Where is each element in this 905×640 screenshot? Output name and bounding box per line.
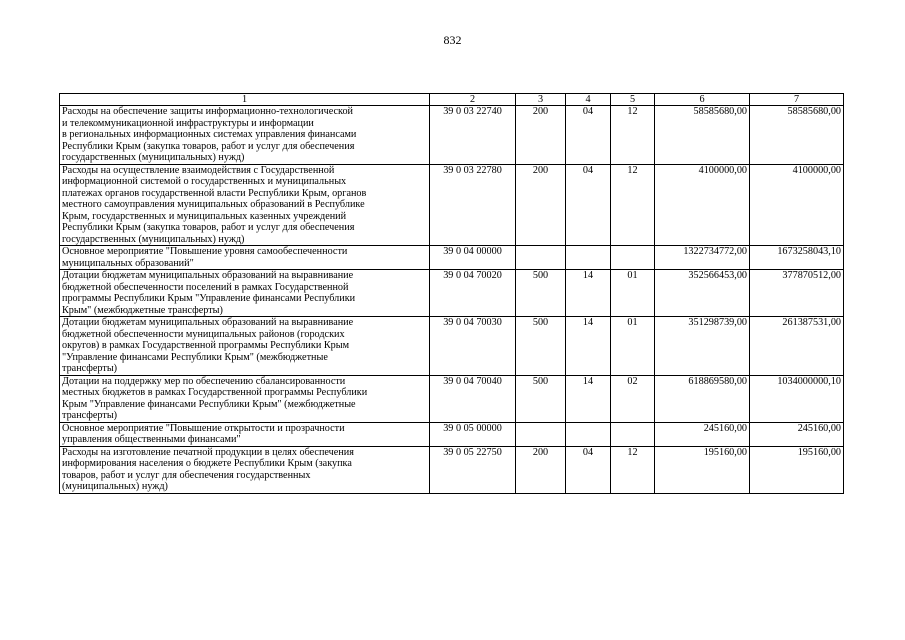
section-code: 04 [566,106,611,165]
amount-year-1: 351298739,00 [655,317,750,376]
row-description: Дотации на поддержку мер по обеспечению сбалансированности местных бюджетов в рамках Государственной программы Республики Крым "Управление финансами Республики Крым" (межбюджетные трансферты) [60,375,430,422]
table-row [60,246,844,270]
expense-type-code: 500 [516,270,566,317]
table-row [60,317,844,376]
subsection-code: 12 [611,106,655,165]
row-description: Основное мероприятие "Повышение уровня самообеспеченности муниципальных образований" [60,246,430,270]
target-article-code: 39 0 04 70030 [430,317,516,376]
amount-year-1: 58585680,00 [655,106,750,165]
target-article-code: 39 0 04 00000 [430,246,516,270]
target-article-code: 39 0 05 00000 [430,422,516,446]
amount-year-1: 352566453,00 [655,270,750,317]
amount-year-1: 1322734772,00 [655,246,750,270]
section-code [566,422,611,446]
expense-type-code: 500 [516,375,566,422]
amount-year-1: 618869580,00 [655,375,750,422]
section-code: 14 [566,317,611,376]
amount-year-2: 261387531,00 [750,317,844,376]
subsection-code: 01 [611,317,655,376]
section-code [566,246,611,270]
column-header: 1 [60,94,430,106]
row-description: Расходы на осуществление взаимодействия с Государственной информационной системой о государственных и муниципальных платежах органов государственной власти Республики Крым, органов местного самоуправления муниципальных образований в Республике Крым, государственных и муниципальных казенных учреждений Республики Крым (закупка товаров, работ и услуг для обеспечения государственных (муниципальных) нужд) [60,164,430,246]
target-article-code: 39 0 03 22780 [430,164,516,246]
target-article-code: 39 0 05 22750 [430,446,516,493]
column-header: 7 [750,94,844,106]
amount-year-2: 195160,00 [750,446,844,493]
section-code: 14 [566,270,611,317]
amount-year-1: 245160,00 [655,422,750,446]
section-code: 04 [566,446,611,493]
subsection-code [611,422,655,446]
column-header: 3 [516,94,566,106]
amount-year-2: 245160,00 [750,422,844,446]
amount-year-2: 1034000000,10 [750,375,844,422]
amount-year-2: 4100000,00 [750,164,844,246]
row-description: Расходы на обеспечение защиты информационно-технологической и телекоммуникационной инфраструктуры и информации в региональных информационных системах управления финансами Республики Крым (закупка товаров, работ и услуг для обеспечения государственных (муниципальных) нужд) [60,106,430,165]
target-article-code: 39 0 04 70040 [430,375,516,422]
row-description: Расходы на изготовление печатной продукции в целях обеспечения информирования населения о бюджете Республики Крым (закупка товаров, работ и услуг для обеспечения государственных (муниципальных) нужд) [60,446,430,493]
amount-year-1: 195160,00 [655,446,750,493]
amount-year-2: 377870512,00 [750,270,844,317]
amount-year-2: 58585680,00 [750,106,844,165]
table-header-row [60,94,844,106]
expense-type-code [516,246,566,270]
section-code: 14 [566,375,611,422]
target-article-code: 39 0 03 22740 [430,106,516,165]
section-code: 04 [566,164,611,246]
page-number: 832 [443,33,462,47]
subsection-code: 12 [611,164,655,246]
row-description: Дотации бюджетам муниципальных образований на выравнивание бюджетной обеспеченности муниципальных районов (городских округов) в рамках Государственной программы Республики Крым "Управление финансами Республики Крым" (межбюджетные трансферты) [60,317,430,376]
subsection-code: 01 [611,270,655,317]
expense-type-code: 200 [516,446,566,493]
table-row [60,446,844,493]
column-header: 5 [611,94,655,106]
table-row [60,106,844,165]
subsection-code: 02 [611,375,655,422]
row-description: Основное мероприятие "Повышение открытости и прозрачности управления общественными финансами" [60,422,430,446]
subsection-code [611,246,655,270]
target-article-code: 39 0 04 70020 [430,270,516,317]
amount-year-2: 1673258043,10 [750,246,844,270]
amount-year-1: 4100000,00 [655,164,750,246]
table-row [60,270,844,317]
table-row [60,375,844,422]
expense-type-code [516,422,566,446]
table-row [60,164,844,246]
table-row [60,422,844,446]
column-header: 6 [655,94,750,106]
column-header: 2 [430,94,516,106]
subsection-code: 12 [611,446,655,493]
expense-type-code: 500 [516,317,566,376]
budget-table [59,93,844,494]
row-description: Дотации бюджетам муниципальных образований на выравнивание бюджетной обеспеченности поселений в рамках Государственной программы Республики Крым "Управление финансами Республики Крым" (межбюджетные трансферты) [60,270,430,317]
expense-type-code: 200 [516,164,566,246]
expense-type-code: 200 [516,106,566,165]
column-header: 4 [566,94,611,106]
